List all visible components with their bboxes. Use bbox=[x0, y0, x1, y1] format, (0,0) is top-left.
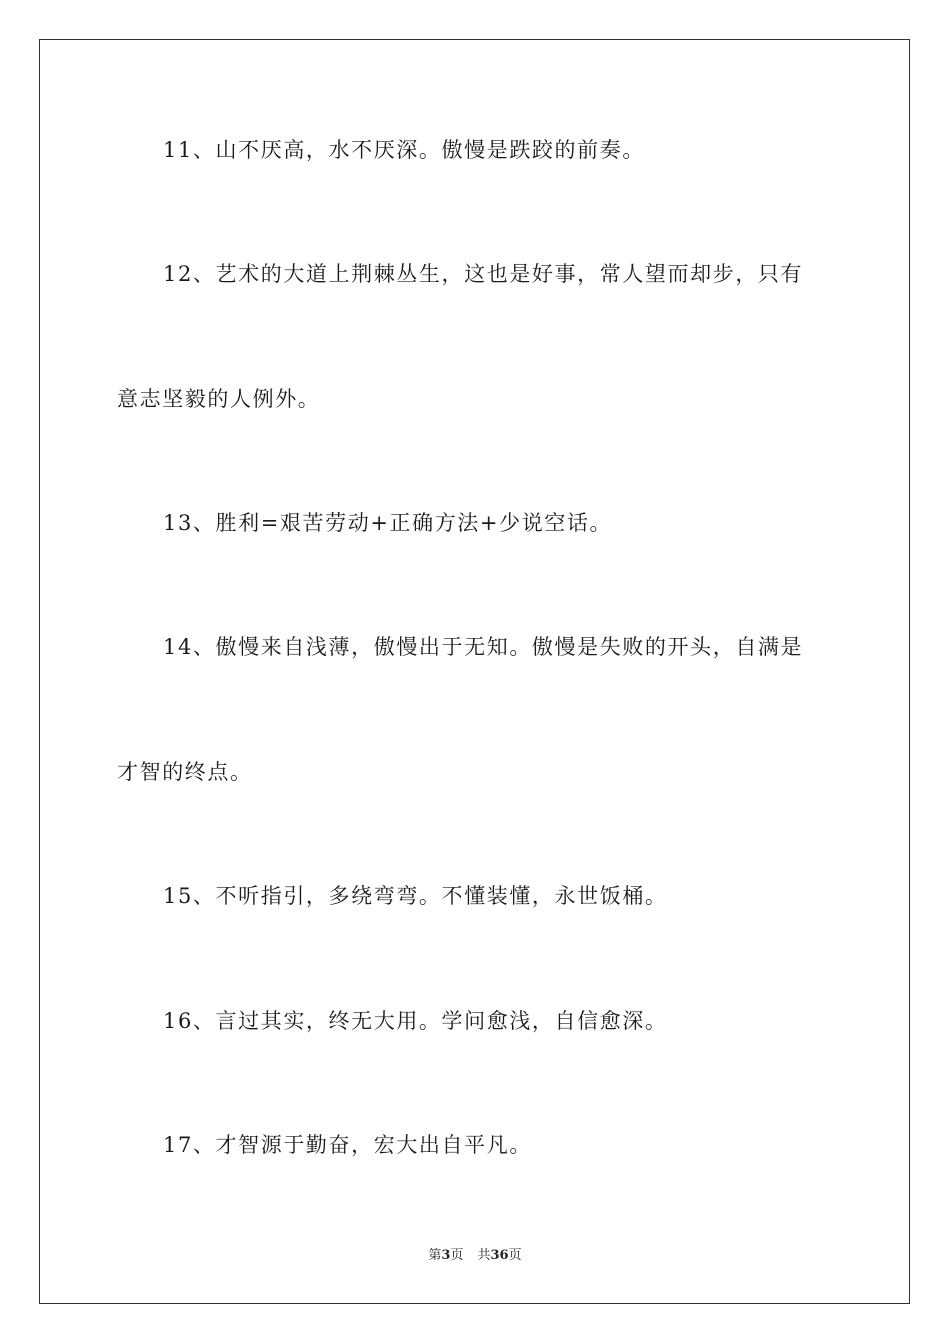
quote-14-line-2: 才智的终点。 bbox=[117, 760, 253, 784]
quote-13: 13、胜利=艰苦劳动+正确方法+少说空话。 bbox=[163, 511, 613, 535]
page-prefix: 第 bbox=[428, 1248, 442, 1263]
page-frame bbox=[39, 39, 910, 1304]
quote-15: 15、不听指引，多绕弯弯。不懂装懂，永世饭桶。 bbox=[163, 884, 668, 908]
quote-14-line-1: 14、傲慢来自浅薄，傲慢出于无知。傲慢是失败的开头，自满是 bbox=[163, 635, 804, 659]
quote-11: 11、山不厌高，水不厌深。傲慢是跌跤的前奏。 bbox=[163, 138, 645, 162]
page-suffix: 页 bbox=[450, 1248, 464, 1263]
total-suffix: 页 bbox=[508, 1248, 522, 1263]
quote-12-line-1: 12、艺术的大道上荆棘丛生，这也是好事，常人望而却步，只有 bbox=[163, 262, 804, 286]
total-pages: 36 bbox=[490, 1248, 509, 1263]
quote-16: 16、言过其实，终无大用。学问愈浅，自信愈深。 bbox=[163, 1009, 668, 1033]
page-number: 3 bbox=[441, 1248, 451, 1263]
page-footer bbox=[0, 1248, 950, 1264]
total-prefix: 共 bbox=[477, 1248, 491, 1263]
quote-12-line-2: 意志坚毅的人例外。 bbox=[117, 387, 321, 411]
quote-17: 17、才智源于勤奋，宏大出自平凡。 bbox=[163, 1133, 532, 1157]
